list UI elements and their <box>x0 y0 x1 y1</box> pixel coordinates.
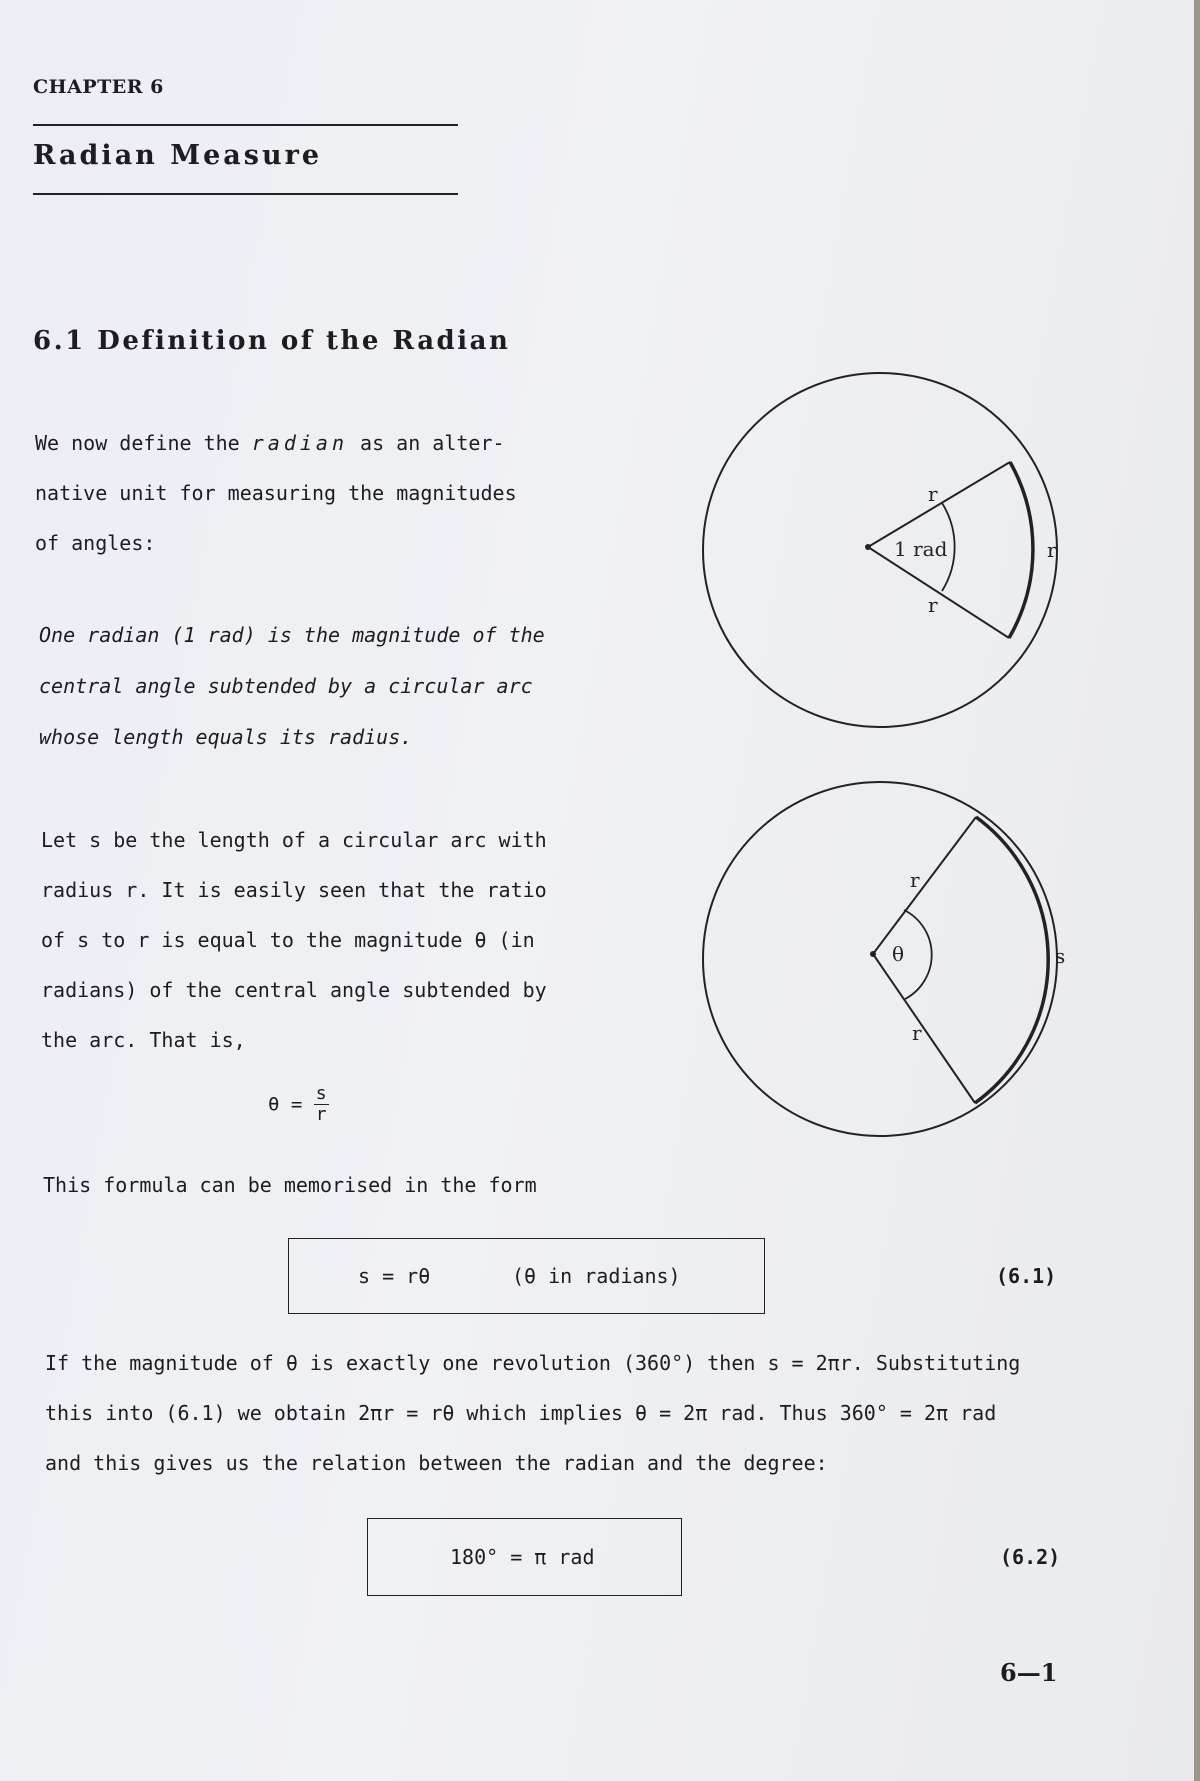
definition-line-1: One radian (1 rad) is the magnitude of the <box>39 623 545 647</box>
fraction-lhs: θ = <box>268 1093 303 1116</box>
label-one-rad: 1 rad <box>894 537 948 561</box>
radian-term: radian <box>251 431 348 455</box>
equation-note-6-1: (θ in radians) <box>512 1264 681 1288</box>
equation-number-6-2: (6.2) <box>1000 1545 1061 1569</box>
radius-line-lower <box>873 954 975 1103</box>
ratio-line-2: radius r. It is easily seen that the ratio <box>41 878 547 902</box>
memorise-text: This formula can be memorised in the form <box>43 1173 537 1197</box>
label-r-arc: r <box>1047 538 1057 562</box>
highlighted-arc <box>1009 462 1033 638</box>
intro-line-3: of angles: <box>35 531 156 555</box>
intro-line-2: native unit for measuring the magnitudes <box>35 481 517 505</box>
ratio-line-4: radians) of the central angle subtended by <box>41 978 547 1002</box>
radian-definition <box>39 610 545 763</box>
revolution-paragraph <box>45 1338 1020 1488</box>
center-dot <box>870 951 876 957</box>
section-heading: 6.1 Definition of the Radian <box>33 326 511 356</box>
label-r-lower: r <box>928 593 938 617</box>
equation-number-6-1: (6.1) <box>996 1264 1057 1288</box>
fraction-s-over-r <box>314 1084 329 1125</box>
angle-arc <box>904 910 932 999</box>
label-r-upper: r <box>910 868 920 892</box>
intro-paragraph <box>35 418 517 568</box>
highlighted-arc-s <box>975 817 1048 1103</box>
title-rule-bottom <box>33 193 458 195</box>
revolution-line-1: If the magnitude of θ is exactly one revolution (360°) then s = 2πr. Substituting <box>45 1351 1021 1375</box>
ratio-line-5: the arc. That is, <box>41 1028 246 1052</box>
diagram-theta-arc <box>680 773 1080 1143</box>
label-r-lower: r <box>912 1021 922 1045</box>
label-s: s <box>1055 944 1066 968</box>
diagram-one-radian <box>680 365 1080 735</box>
definition-line-3: whose length equals its radius. <box>39 725 413 749</box>
ratio-paragraph <box>41 815 547 1065</box>
label-theta: θ <box>892 942 905 966</box>
definition-line-2: central angle subtended by a circular arc <box>39 674 533 698</box>
theta-fraction <box>268 1084 329 1125</box>
fraction-denominator: r <box>315 1104 327 1125</box>
revolution-line-2: this into (6.1) we obtain 2πr = rθ which implies θ = 2π rad. Thus 360° = 2π rad <box>45 1401 997 1425</box>
fraction-numerator: s <box>315 1083 327 1104</box>
ratio-line-3: of s to r is equal to the magnitude θ (in <box>41 928 535 952</box>
intro-line-1: We now define the radian as an alter- <box>35 431 505 455</box>
title-rule-top <box>33 124 458 126</box>
page-number: 6—1 <box>1000 1658 1058 1687</box>
label-r-upper: r <box>928 482 938 506</box>
chapter-title: Radian Measure <box>33 140 323 171</box>
equation-formula-6-1: s = rθ <box>358 1264 431 1288</box>
radius-line-upper <box>873 817 976 954</box>
center-dot <box>865 544 871 550</box>
circle-outline <box>703 782 1057 1136</box>
circle-outline <box>703 373 1057 727</box>
ratio-line-1: Let s be the length of a circular arc with <box>41 828 547 852</box>
equation-formula-6-2: 180° = π rad <box>450 1545 595 1569</box>
revolution-line-3: and this gives us the relation between the radian and the degree: <box>45 1451 828 1475</box>
page-edge-shadow <box>1194 0 1200 1781</box>
radius-line-upper <box>868 462 1010 547</box>
chapter-label: CHAPTER 6 <box>33 76 164 98</box>
